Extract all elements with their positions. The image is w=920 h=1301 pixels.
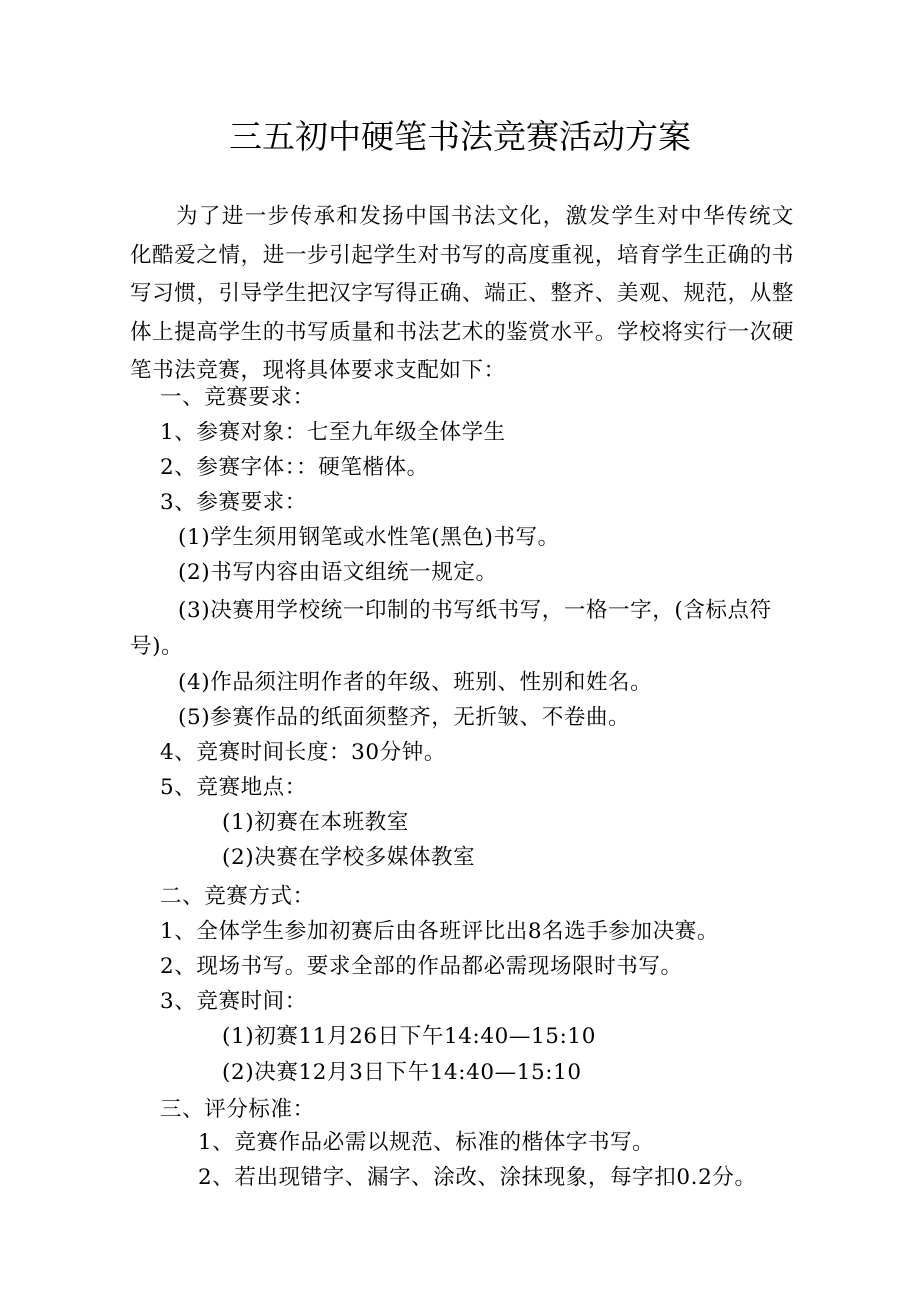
section-1-item-3: 3、参赛要求： [160,490,307,515]
section-3-item-2: 2、若出现错字、漏字、涂改、涂抹现象，每字扣0.2分。 [198,1165,757,1190]
intro-paragraph: 为了进一步传承和发扬中国书法文化，激发学生对中华传统文化酷爱之情，进一步引起学生对书写的高度重视，培育学生正确的书写习惯，引导学生把汉字写得正确、端正、整齐、美观、规范，从整体上提高学生的书写质量和书法艺术的鉴赏水平。学校将实行一次硬笔书法竞赛，现将具体要求支配如下： [130,204,794,383]
section-2-item-3: 3、竞赛时间： [160,989,307,1014]
section-2-heading: 二、竞赛方式： [160,884,315,909]
section-1-item-2: 2、参赛字体：：硬笔楷体。 [160,455,429,480]
venue-2: (2)决赛在学校多媒体教室 [222,845,476,870]
requirement-2: (2)书写内容由语文组统一规定。 [178,560,498,585]
requirement-1: (1)学生须用钢笔或水性笔(黑色)书写。 [178,525,560,550]
section-1-item-5: 5、竞赛地点： [160,775,307,800]
requirement-5: (5)参赛作品的纸面须整齐，无折皱、不卷曲。 [178,705,631,730]
section-1-heading: 一、竞赛要求： [160,385,315,410]
document-title: 三五初中硬笔书法竞赛活动方案 [229,117,691,156]
section-1-item-1: 1、参赛对象：七至九年级全体学生 [160,420,506,445]
schedule-final: (2)决赛12月3日下午14:40—15:10 [222,1060,582,1085]
section-3-heading: 三、评分标准： [160,1097,315,1122]
requirement-4: (4)作品须注明作者的年级、班别、性别和姓名。 [178,670,653,695]
section-2-item-1: 1、全体学生参加初赛后由各班评比出8名选手参加决赛。 [160,919,719,944]
requirement-3: (3)决赛用学校统一印制的书写纸书写，一格一字，(含标点符号)。 [130,598,772,659]
section-1-item-4: 4、竞赛时间长度：30分钟。 [160,740,446,765]
section-2-item-2: 2、现场书写。要求全部的作品都必需现场限时书写。 [160,954,683,979]
venue-1: (1)初赛在本班教室 [222,810,409,835]
schedule-preliminary: (1)初赛11月26日下午14:40—15:10 [222,1024,596,1049]
section-3-item-1: 1、竞赛作品必需以规范、标准的楷体字书写。 [198,1130,655,1155]
